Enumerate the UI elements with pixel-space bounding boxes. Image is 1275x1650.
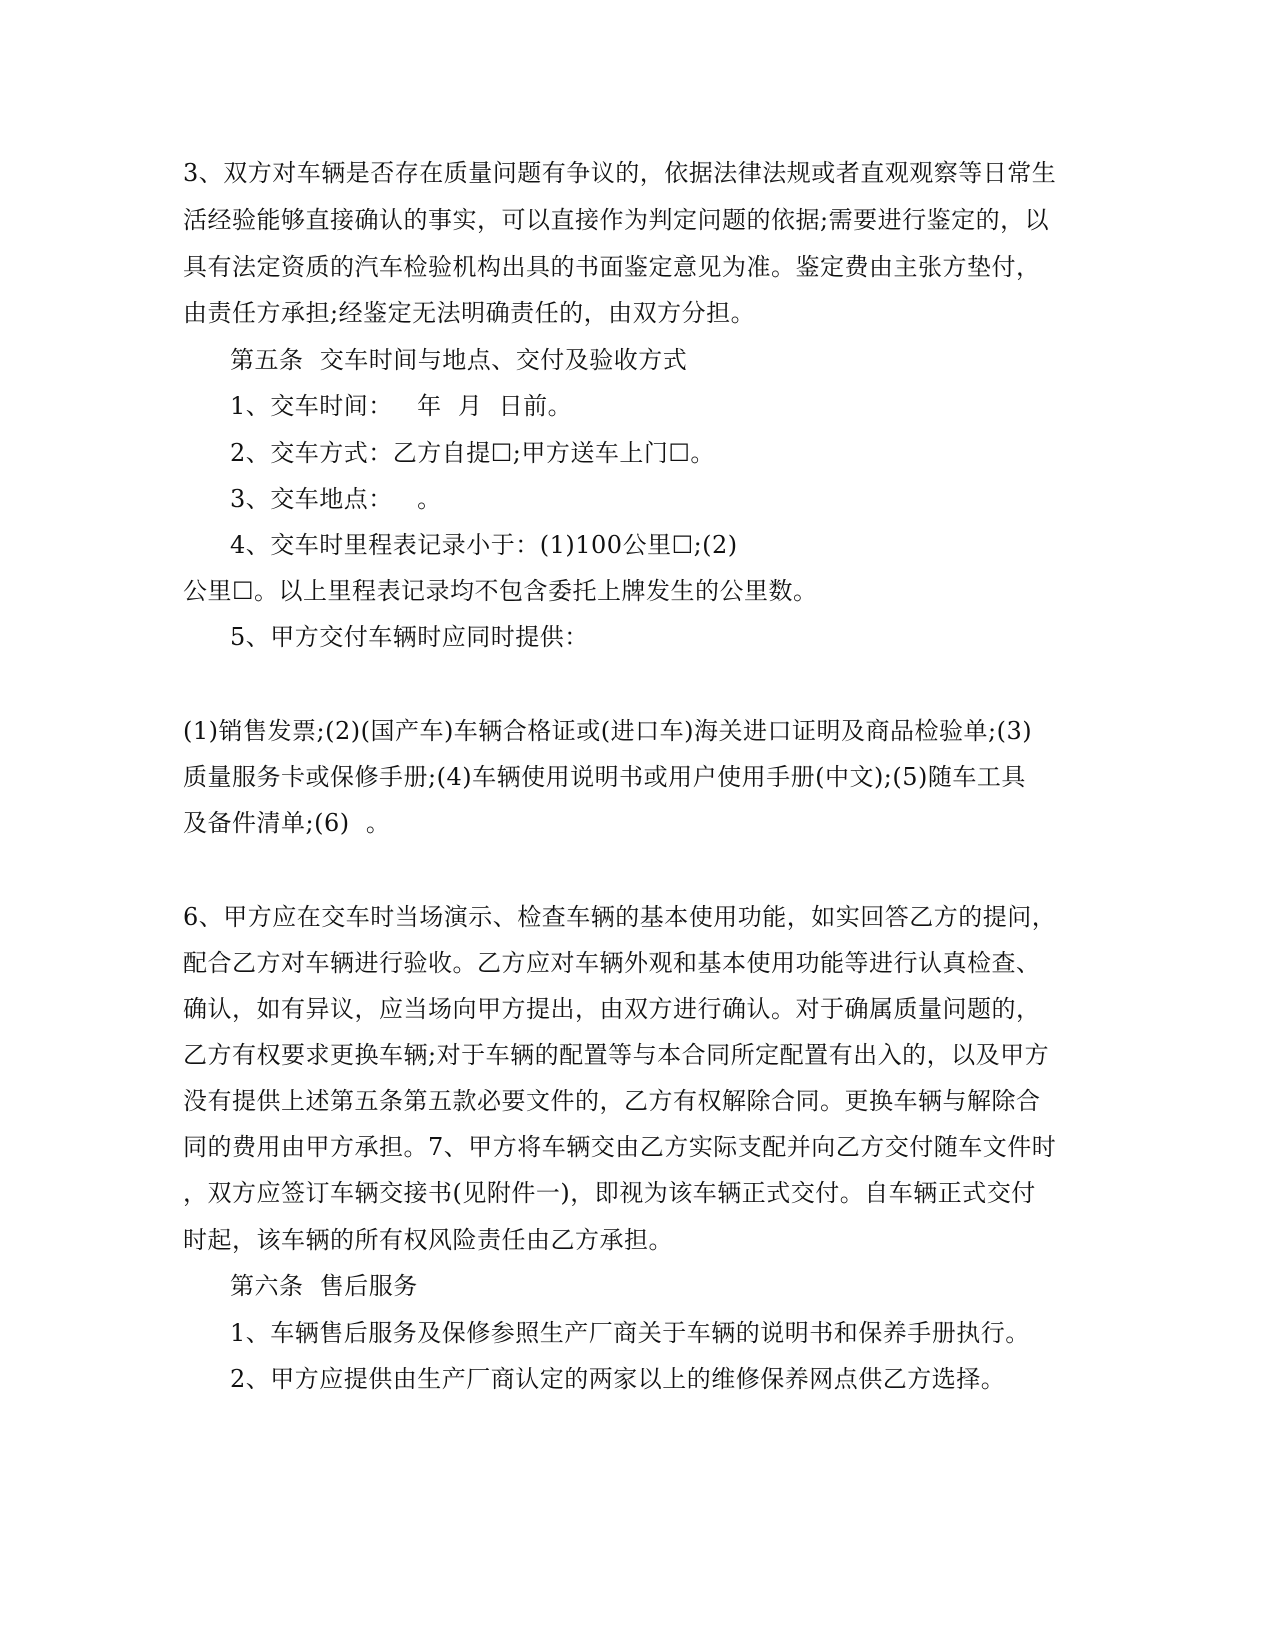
- section-heading: 第六条 售后服务: [230, 1272, 418, 1300]
- paragraph-line: 及备件清单;(6) 。: [183, 809, 391, 837]
- paragraph-line: 具有法定资质的汽车检验机构出具的书面鉴定意见为准。鉴定费由主张方垫付，: [183, 253, 1041, 281]
- paragraph-line: 质量服务卡或保修手册;(4)车辆使用说明书或用户使用手册(中文);(5)随车工具: [183, 763, 1026, 791]
- paragraph-line: 活经验能够直接确认的事实，可以直接作为判定问题的依据;需要进行鉴定的，以: [183, 206, 1050, 234]
- list-item: 3、交车地点： 。: [230, 485, 442, 513]
- list-item: 4、交车时里程表记录小于：(1)100公里☐;(2): [230, 531, 738, 559]
- paragraph-line: (1)销售发票;(2)(国产车)车辆合格证或(进口车)海关进口证明及商品检验单;(3): [183, 717, 1033, 745]
- paragraph-line: 公里☐。以上里程表记录均不包含委托上牌发生的公里数。: [183, 577, 818, 605]
- paragraph-line: 时起，该车辆的所有权风险责任由乙方承担。: [183, 1226, 673, 1254]
- paragraph-line: 确认，如有异议，应当场向甲方提出，由双方进行确认。对于确属质量问题的，: [183, 995, 1041, 1023]
- list-item: 2、交车方式：乙方自提☐;甲方送车上门☐。: [230, 439, 715, 467]
- paragraph-line: 由责任方承担;经鉴定无法明确责任的，由双方分担。: [183, 299, 756, 327]
- list-item: 1、交车时间： 年 月 日前。: [230, 392, 573, 420]
- paragraph-line: 同的费用由甲方承担。7、甲方将车辆交由乙方实际支配并向乙方交付随车文件时: [183, 1133, 1057, 1161]
- paragraph-line: 6、甲方应在交车时当场演示、检查车辆的基本使用功能，如实回答乙方的提问，: [183, 903, 1057, 931]
- section-heading: 第五条 交车时间与地点、交付及验收方式: [230, 346, 688, 374]
- list-item: 5、甲方交付车辆时应同时提供：: [230, 623, 589, 651]
- paragraph-line: ，双方应签订车辆交接书(见附件一)，即视为该车辆正式交付。自车辆正式交付: [183, 1179, 1036, 1207]
- list-item: 2、甲方应提供由生产厂商认定的两家以上的维修保养网点供乙方选择。: [230, 1365, 1006, 1393]
- paragraph-line: 没有提供上述第五条第五款必要文件的，乙方有权解除合同。更换车辆与解除合: [183, 1087, 1041, 1115]
- paragraph-line: 3、双方对车辆是否存在质量问题有争议的，依据法律法规或者直观观察等日常生: [183, 159, 1057, 187]
- paragraph-line: 配合乙方对车辆进行验收。乙方应对车辆外观和基本使用功能等进行认真检查、: [183, 949, 1041, 977]
- paragraph-line: 乙方有权要求更换车辆;对于车辆的配置等与本合同所定配置有出入的，以及甲方: [183, 1041, 1050, 1069]
- list-item: 1、车辆售后服务及保修参照生产厂商关于车辆的说明书和保养手册执行。: [230, 1319, 1030, 1347]
